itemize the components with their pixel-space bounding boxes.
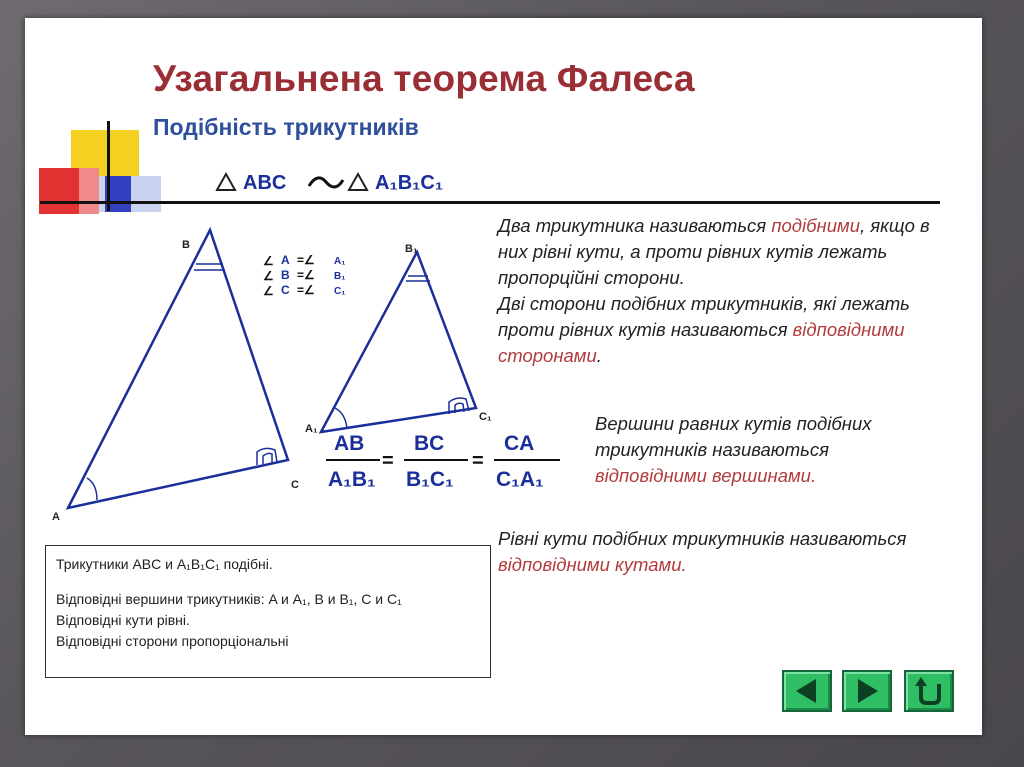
angle-eq-right-2: B₁ (334, 271, 346, 282)
proportion-num-2: BC (414, 432, 445, 455)
vertex-label-c: C (291, 479, 299, 491)
angle-eq-right-1: A₁ (334, 256, 346, 267)
angle-eq-left-1: A (281, 253, 290, 267)
vertex-label-b: B (182, 239, 190, 251)
definition-text (498, 213, 958, 369)
vertex-label-a: A (52, 511, 60, 523)
definition-p1-b: , якщо в них рівні кути, а проти рівних кутів лежать пропорційні сторони. (498, 215, 930, 288)
proportion-den-1: A₁B₁ (328, 468, 376, 491)
angles-text (498, 526, 938, 578)
angle-mark-c2 (263, 453, 272, 464)
similar-sign-icon (309, 178, 343, 187)
angle-sign-icon: ∠ (263, 254, 274, 268)
definition-p2-highlight: відповідними сторонами (498, 319, 905, 366)
decor-vertical-line (107, 121, 110, 211)
info-line-3: Відповідні кути рівні. (56, 612, 190, 628)
angle-eq-left-3: C (281, 283, 290, 297)
divider-line (40, 201, 940, 204)
slide (25, 18, 982, 735)
arrow-right-icon (844, 672, 890, 710)
triangle-abc (68, 230, 288, 508)
equals-sign-2: = (472, 450, 484, 472)
definition-p1-a: Два трикутника називаються (498, 215, 772, 236)
definition-p1-highlight: подібними (771, 215, 860, 236)
angle-eq-left-2: B (281, 268, 290, 282)
info-box (45, 545, 491, 678)
angle-sign-icon-2: ∠ (263, 269, 274, 283)
vertices-text (595, 411, 905, 489)
angles-text-highlight: відповідними кутами. (498, 554, 687, 575)
return-button[interactable] (904, 670, 954, 712)
info-line-2: Відповідні вершини трикутників: A и A₁, B и B₁, C и C₁ (56, 591, 402, 607)
arrow-left-icon (784, 672, 830, 710)
angle-arc-a (87, 478, 97, 500)
equals-sign-1: = (382, 450, 394, 472)
notation-triangle2: A₁B₁C₁ (375, 172, 444, 194)
proportion-num-1: AB (334, 432, 365, 455)
angle-equalities (263, 253, 345, 298)
angle-eq-sign-3: =∠ (297, 283, 315, 297)
vertex-label-b1: B₁ (405, 243, 418, 255)
info-line-1: Трикутники ABC и A₁B₁C₁ подібні. (56, 556, 273, 572)
proportion-formula (320, 420, 580, 504)
angles-text-a: Рівні кути подібних трикутників називаються (498, 528, 907, 549)
info-line-4: Відповідні сторони пропорціональні (56, 633, 289, 649)
angle-eq-right-3: C₁ (334, 286, 346, 297)
page-title: Узагальнена теорема Фалеса (153, 58, 695, 99)
angle-sign-icon-3: ∠ (263, 284, 274, 298)
angle-eq-sign-2: =∠ (297, 268, 315, 282)
proportion-den-3: C₁A₁ (496, 468, 544, 491)
page-subtitle: Подібність трикутників (153, 114, 419, 140)
similarity-notation (213, 164, 453, 200)
vertex-label-c1: C₁ (479, 411, 492, 423)
proportion-den-2: B₁C₁ (406, 468, 454, 491)
triangle-sign-icon-2 (349, 174, 367, 190)
proportion-num-3: CA (504, 432, 535, 455)
vertex-label-a1: A₁ (305, 423, 318, 435)
prev-button[interactable] (782, 670, 832, 712)
definition-p2-b: . (596, 345, 602, 366)
notation-triangle1: ABC (243, 172, 287, 194)
vertices-text-highlight: відповідними вершинами. (595, 465, 817, 486)
angle-eq-sign-1: =∠ (297, 253, 315, 267)
return-icon (906, 672, 952, 710)
triangle-sign-icon (217, 174, 235, 190)
next-button[interactable] (842, 670, 892, 712)
definition-p2-a: Дві сторони подібних трикутників, які лежать проти рівних кутів називаються (498, 293, 910, 340)
vertices-text-a: Вершини равних кутів подібних трикутників називаються (595, 413, 872, 460)
